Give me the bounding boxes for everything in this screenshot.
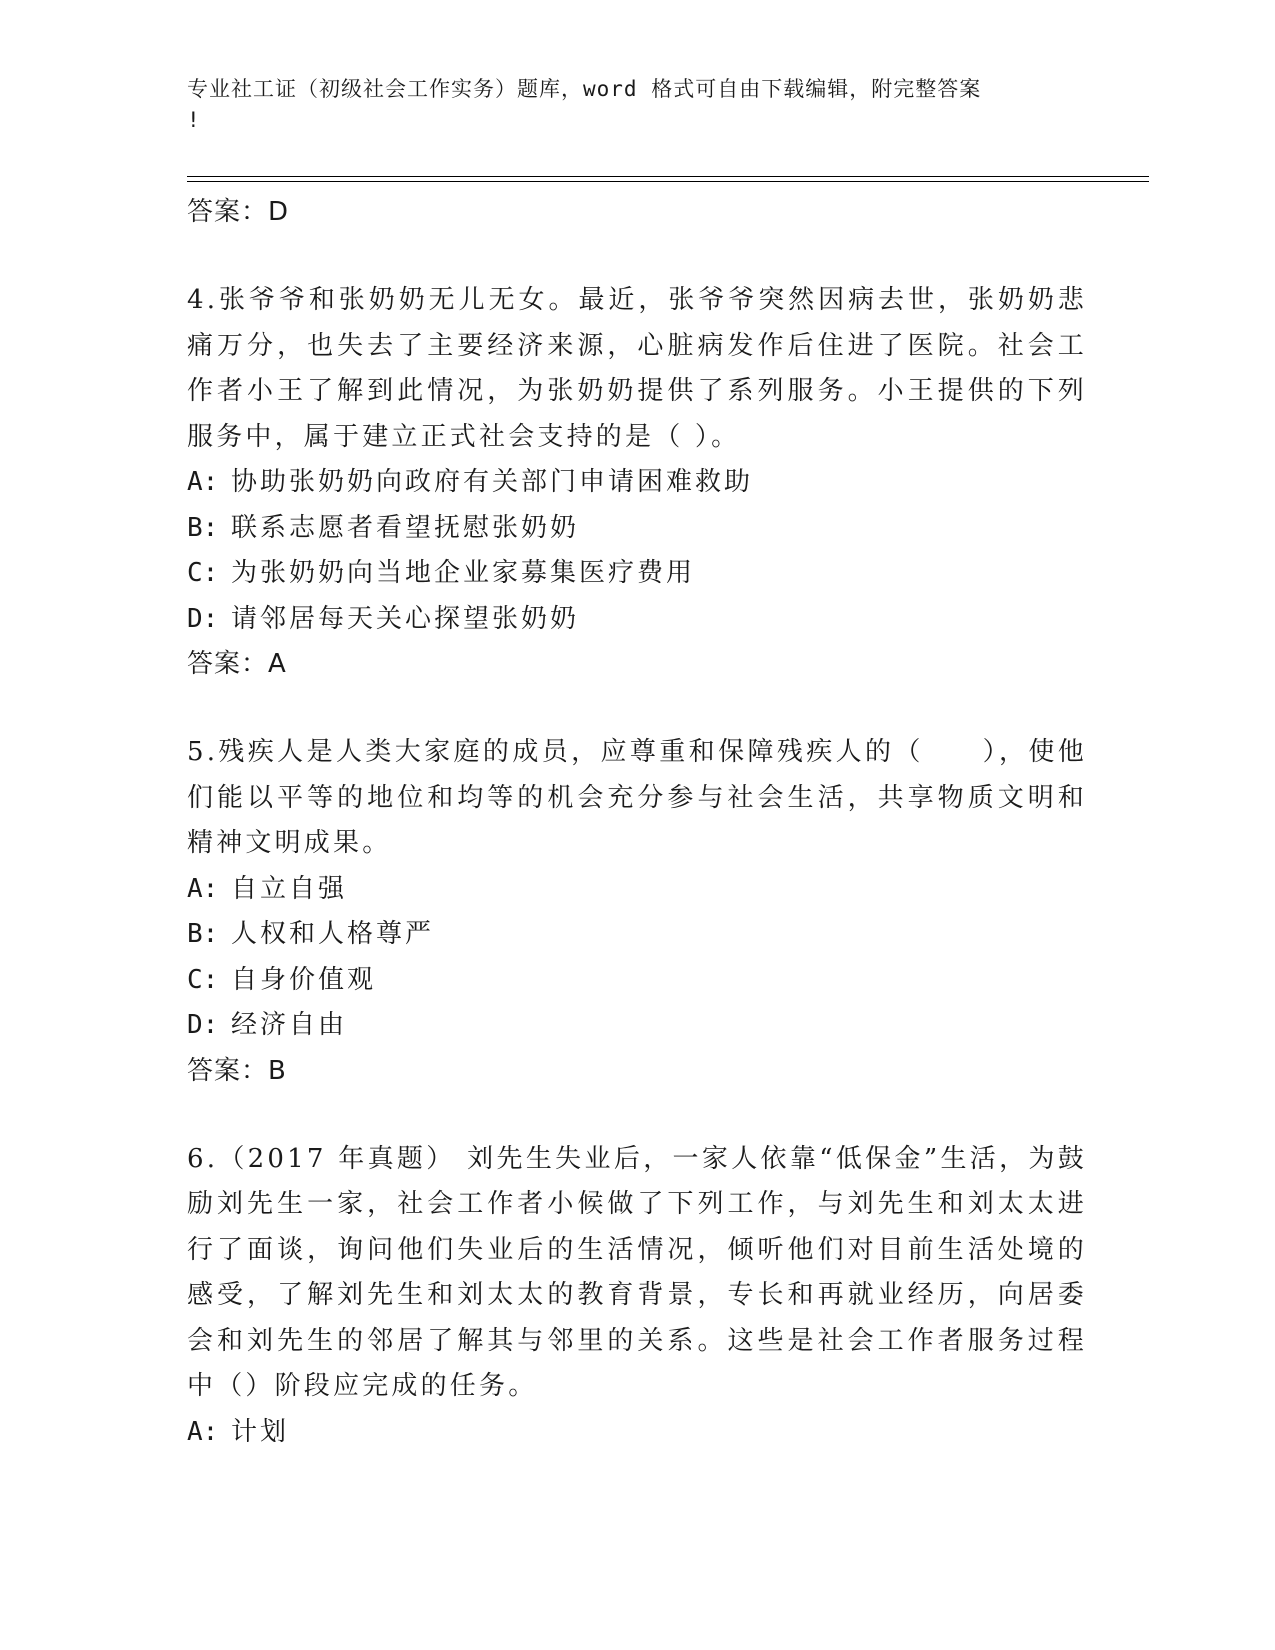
- option-b: [187, 506, 1087, 552]
- option-text: 协助张奶奶向政府有关部门申请困难救助: [231, 467, 754, 497]
- option-text: 自身价值观: [231, 964, 377, 995]
- option-d: [187, 1003, 1087, 1049]
- option-key: B:: [187, 919, 219, 949]
- option-text: 人权和人格尊严: [231, 919, 435, 949]
- answer-q3: 答案：D: [187, 197, 290, 227]
- question-6: [187, 1137, 1087, 1456]
- answer-q5: 答案：B: [187, 1055, 287, 1086]
- option-c: [187, 958, 1087, 1004]
- answer-q4: 答案：A: [187, 649, 287, 679]
- header-line-1: 专业社工证（初级社会工作实务）题库，word 格式可自由下载编辑，附完整答案: [187, 77, 982, 101]
- question-stem: 4.张爷爷和张奶奶无儿无女。最近，张爷爷突然因病去世，张奶奶悲痛万分，也失去了主要经济来源，心脏病发作后住进了医院。社会工作者小王了解到此情况，为张奶奶提供了系列服务。小王提供的下列服务中，属于建立正式社会支持的是（ ）。: [187, 285, 1087, 452]
- option-key: B:: [187, 512, 219, 543]
- option-key: A:: [187, 1416, 219, 1447]
- document-body: [187, 190, 1087, 1455]
- option-key: D:: [187, 603, 219, 634]
- option-text: 经济自由: [231, 1010, 348, 1040]
- option-a: [187, 867, 1087, 913]
- option-key: C:: [187, 964, 219, 995]
- header-line-2: !: [187, 108, 201, 132]
- option-text: 为张奶奶向当地企业家募集医疗费用: [231, 558, 696, 588]
- option-text: 请邻居每天关心探望张奶奶: [231, 603, 580, 634]
- header-rule-bottom: [187, 181, 1149, 182]
- question-4: [187, 278, 1087, 686]
- question-stem: 5.残疾人是人类大家庭的成员，应尊重和保障残疾人的（ ），使他们能以平等的地位和均等的机会充分参与社会生活，共享物质文明和精神文明成果。: [187, 737, 1087, 858]
- option-text: 计划: [231, 1416, 290, 1447]
- question-5: [187, 730, 1087, 1093]
- option-d: [187, 597, 1087, 643]
- header-rule-top: [187, 176, 1149, 177]
- option-key: A:: [187, 467, 219, 497]
- option-key: A:: [187, 873, 219, 904]
- option-a: [187, 1410, 1087, 1456]
- option-key: C:: [187, 558, 219, 588]
- question-stem: 6.（2017 年真题） 刘先生失业后，一家人依靠“低保金”生活，为鼓励刘先生一家，社会工作者小候做了下列工作，与刘先生和刘太太进行了面谈，询问他们失业后的生活情况，倾听他们对目前生活处境的感受，了解刘先生和刘太太的教育背景，专长和再就业经历，向居委会和刘先生的邻居了解其与邻里的关系。这些是社会工作者服务过程中（）阶段应完成的任务。: [187, 1143, 1087, 1401]
- page-header: [187, 74, 1067, 136]
- option-text: 自立自强: [231, 873, 348, 904]
- option-b: [187, 912, 1087, 958]
- option-key: D:: [187, 1010, 219, 1040]
- option-c: [187, 551, 1087, 597]
- option-text: 联系志愿者看望抚慰张奶奶: [231, 512, 580, 543]
- option-a: [187, 460, 1087, 506]
